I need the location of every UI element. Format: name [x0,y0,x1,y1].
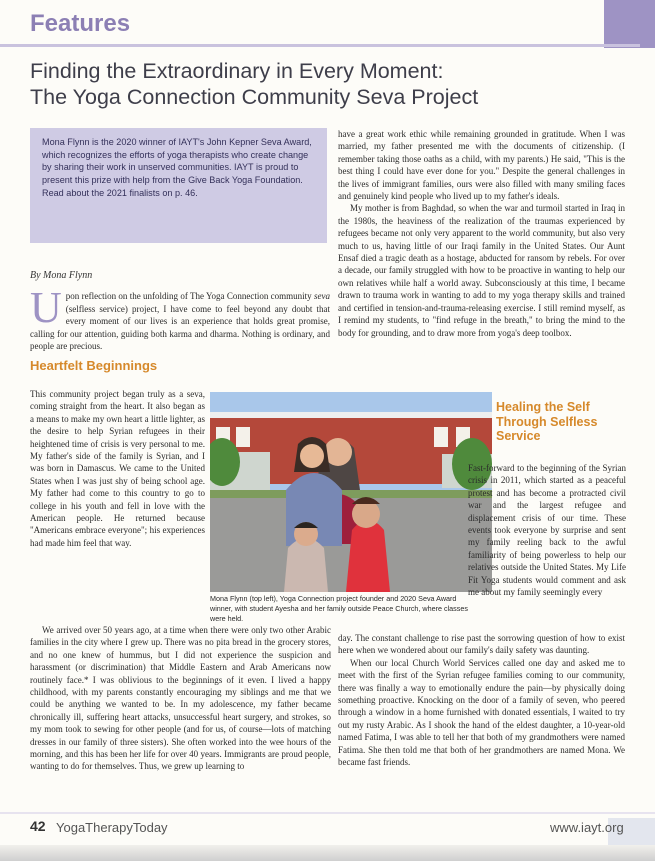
heading-heartfelt-beginnings: Heartfelt Beginnings [30,358,158,373]
footer-divider [0,812,655,814]
corner-tab [604,0,655,48]
body-column-right-middle [468,462,626,632]
byline: By Mona Flynn [30,270,93,281]
intro-text-end: (selfless service) project, I have come to feel beyond any doubt that every moment of our lives is an experience that holds great promise, calling for our attention, guiding both karma and dharma. Nothing is ordinary, and people are precious. [30,303,330,352]
magazine-name: YogaTherapyToday [56,820,168,835]
paragraph: have a great work ethic while remaining grounded in gratitude. When I was married, my father presented me with the documents of citizenship. (I remember taking those oaths as a child, with my parents.) He said, "This is the best thing I could have ever done for you." Despite the general challenges in the lives of immigrant families, ours were also filled with many smiling faces and genuinely kind people who lived up to my father's ideals. [338,129,625,202]
website-link[interactable]: www.iayt.org [550,820,624,835]
paragraph: We arrived over 50 years ago, at a time when there were only two other Arabic families in the city where I grew up. There was no pita bread in the grocery stores, and no one knew of hummus, but I did not experience the suspicion and harassment (or discrimination) that Middle Eastern and Arab Americans now routinely face.* I was oblivious to the beginnings of it even. I lived a happy childhood, with my parents constantly encouraging my siblings and me that we could be anything we wanted to be. In my adolescence, my father became chronically ill, suffering heart attacks, unsuccessful heart surgery, and strokes, so my mom took to sewing for other people (and for us, of course—lots of matching dresses in our family of three sisters). She often worked into the wee hours of the morning, and this has been her life for over 40 years. Immigrants are proud people, wanting to do for themselves. Thus, we grew up learning to [30,625,331,772]
heading-healing-the-self: Healing the Self Through Selfless Service [496,400,598,443]
body-column-right-bottom [338,632,625,810]
scan-edge [0,845,655,861]
body-column-right-top [338,128,625,390]
page-number: 42 [30,818,46,834]
paragraph: This community project began truly as a seva, coming straight from the heart. It also began as a means to make my own heart a little lighter, as the desire to help Syrian refugees in their heightened time of crisis is very personal to me. My father's side of the family is Syrian, and I was born in Damascus. We came to the United States when I was just shy of being school age. My father had come to this country to go to college in his youth and fell in love with the American people. He returned because "Americans embrace everyone"; his experiences had made him feel that way. [30,389,205,548]
family-photo-illustration [210,392,492,592]
paragraph: day. The constant challenge to rise past the sorrowing question of how to exist here when we wondered about our family's daily safety was daunting. [338,633,625,656]
title-line-2: The Yoga Connection Community Seva Project [30,85,479,109]
photo-caption: Mona Flynn (top left), Yoga Connection project founder and 2020 Seva Award winner, with student Ayesha and her family outside Peace Church, where classes were held. [210,594,468,623]
intro-text-start: pon reflection on the unfolding of The Yoga Connection community [65,291,314,301]
award-callout: Mona Flynn is the 2020 winner of IAYT's John Kepner Seva Award, which recognizes the efforts of yoga therapists who create change by sharing their work in unserved communities. IAYT is proud to present this prize with help from the Give Back Yoga Foundation. Read about the 2021 finalists on p. 46. [30,128,327,243]
title-line-1: Finding the Extraordinary in Every Moment: [30,59,444,83]
body-column-left-bottom [30,624,331,809]
paragraph: Fast-forward to the beginning of the Syrian crisis in 2011, which started as a peaceful protest and has become a protracted civil war and the largest refugee and displacement crisis of our time. These events took everyone by surprise and sent my family reeling back to the awful familiarity of being powerless to help our relatives outside the United States. My Life Fit Yoga students would comment and ask me about my family seemingly every [468,463,626,598]
paragraph: When our local Church World Services called one day and asked me to meet with the first of the Syrian refugee families coming to our community, there was finally a way to emotionally endure the pain—by physically doing something proactive. Knocking on the door of a family of seven, who peered through a window in a home furnished with donated essentials, I waited to try out my rusty Arabic. As I shook the hand of the eldest daughter, a 10-year-old named Fatima, I was able to tell her that both of my grandmothers were named Fatima. She then told me that both of her grandmothers are named Mona. We became fast friends. [338,657,625,768]
article-title [30,58,590,110]
article-photo [210,392,492,592]
section-label: Features [30,10,131,37]
body-column-left-top [30,388,205,598]
drop-cap: U [30,283,62,332]
intro-paragraph [30,283,330,353]
intro-italic-term: seva [314,291,330,301]
paragraph: My mother is from Baghdad, so when the war and turmoil started in Iraq in the 1980s, the heaviness of the realization of the traumas experienced by refugees became not only very apparent to the world community, but also very much to us, having little of our Iraqi family in the United States. Our Aunt Ensaf died a tragic death as a hostage, abducted for ransom by rebels. For over a decade, our family struggled with how to be proactive in wanting to help our own relatives while half a world away. Subconsciously at this time, I became drawn to trauma work in wanting to add to my yoga therapy skills and trained and certified in tension-and-trauma-releasing exercise. I still remind myself, as I remind my students, to "find refuge in the breath," to bring the mind to the body for grounding, and to draw more from yoga's deep toolbox. [338,203,625,338]
section-divider [0,44,640,47]
